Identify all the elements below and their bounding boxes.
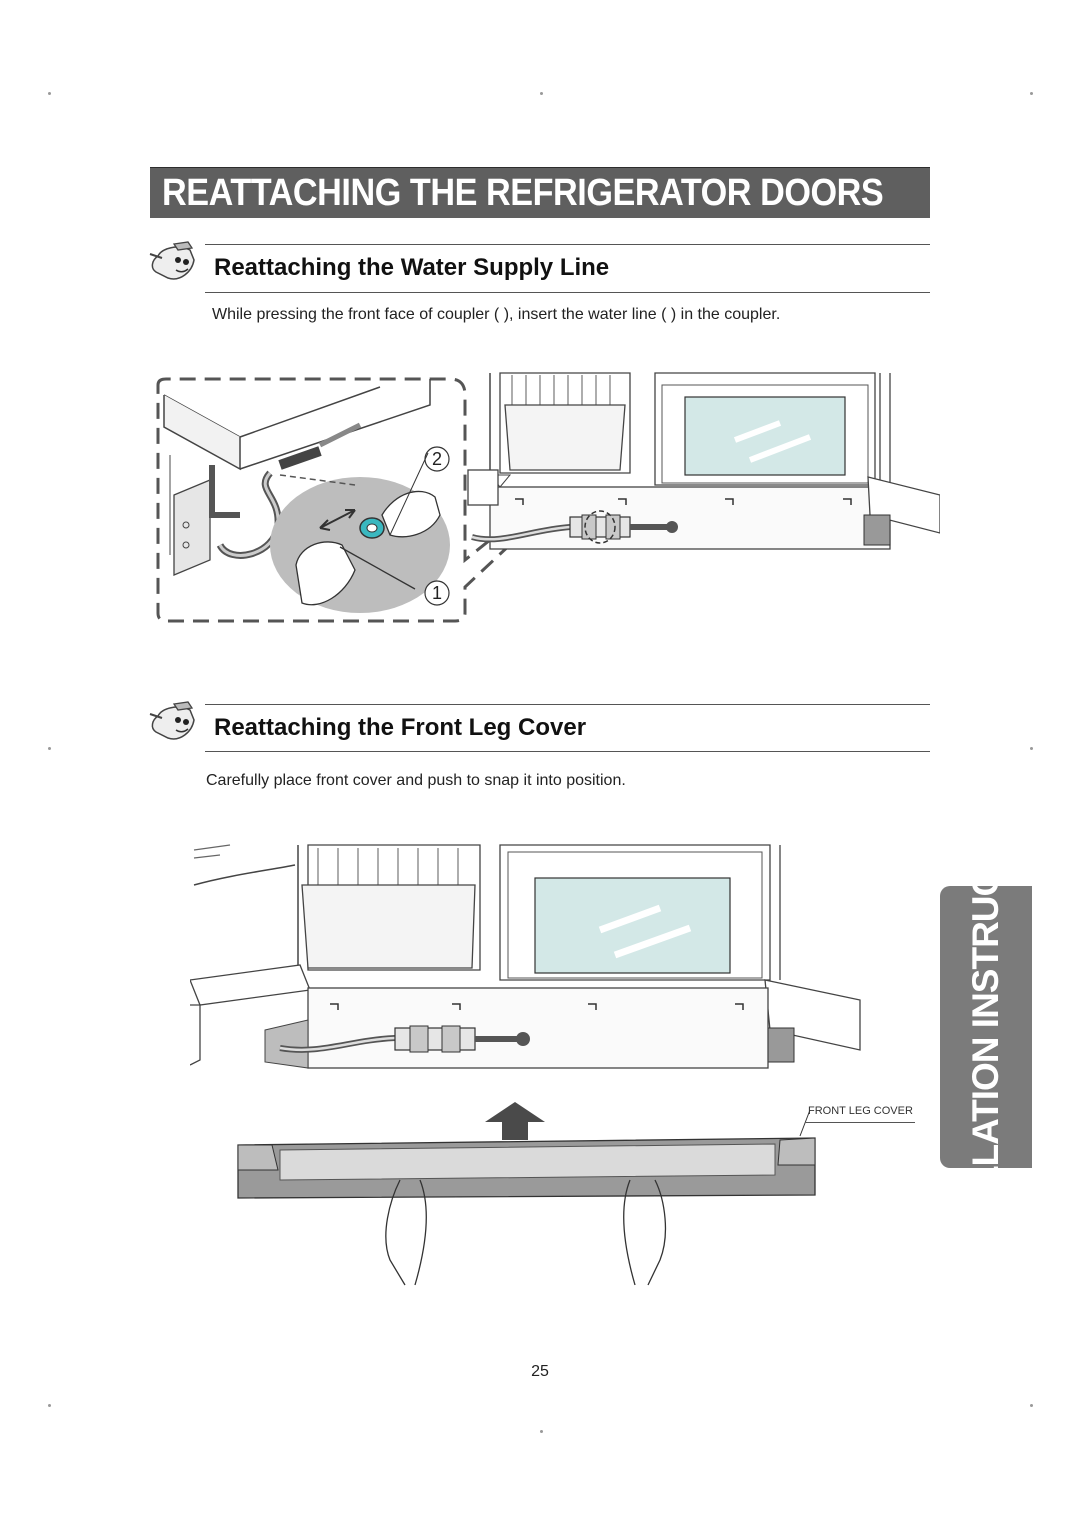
pointing-mascot-icon bbox=[148, 238, 204, 288]
leg-cover-illustration bbox=[190, 840, 870, 1290]
section-rule-top bbox=[205, 244, 930, 245]
crop-mark bbox=[1030, 747, 1033, 750]
section-heading-water-line: Reattaching the Water Supply Line bbox=[214, 254, 610, 281]
installation-side-tab bbox=[940, 762, 1032, 1292]
section-rule-bottom bbox=[205, 292, 930, 293]
label-leader-line bbox=[805, 1122, 915, 1123]
water-line-illustration bbox=[150, 365, 940, 630]
crop-mark bbox=[1030, 92, 1033, 95]
front-leg-cover-label: FRONT LEG COVER bbox=[808, 1105, 913, 1117]
crop-mark bbox=[48, 92, 51, 95]
page-title-bar bbox=[150, 167, 930, 218]
crop-mark bbox=[540, 92, 543, 95]
callout-1: 1 bbox=[431, 583, 443, 603]
pointing-mascot-icon bbox=[148, 698, 204, 748]
callout-2: 2 bbox=[431, 449, 443, 469]
crop-mark bbox=[540, 1430, 543, 1433]
up-arrow-icon bbox=[485, 1102, 545, 1140]
page-title: REATTACHING THE REFRIGERATOR DOORS bbox=[162, 172, 884, 214]
water-line-instruction: While pressing the front face of coupler ( ), insert the water line ( ) in the coupler. bbox=[212, 306, 781, 323]
page-number: 25 bbox=[531, 1363, 549, 1380]
leg-cover-instruction: Carefully place front cover and push to snap it into position. bbox=[206, 772, 626, 789]
section-heading-leg-cover: Reattaching the Front Leg Cover bbox=[214, 714, 587, 741]
section-rule-top bbox=[205, 704, 930, 705]
section-rule-bottom bbox=[205, 751, 930, 752]
crop-mark bbox=[1030, 1404, 1033, 1407]
side-tab-label: INSTALLATION INSTRUCTIONS bbox=[965, 762, 1006, 1292]
crop-mark bbox=[48, 747, 51, 750]
crop-mark bbox=[48, 1404, 51, 1407]
